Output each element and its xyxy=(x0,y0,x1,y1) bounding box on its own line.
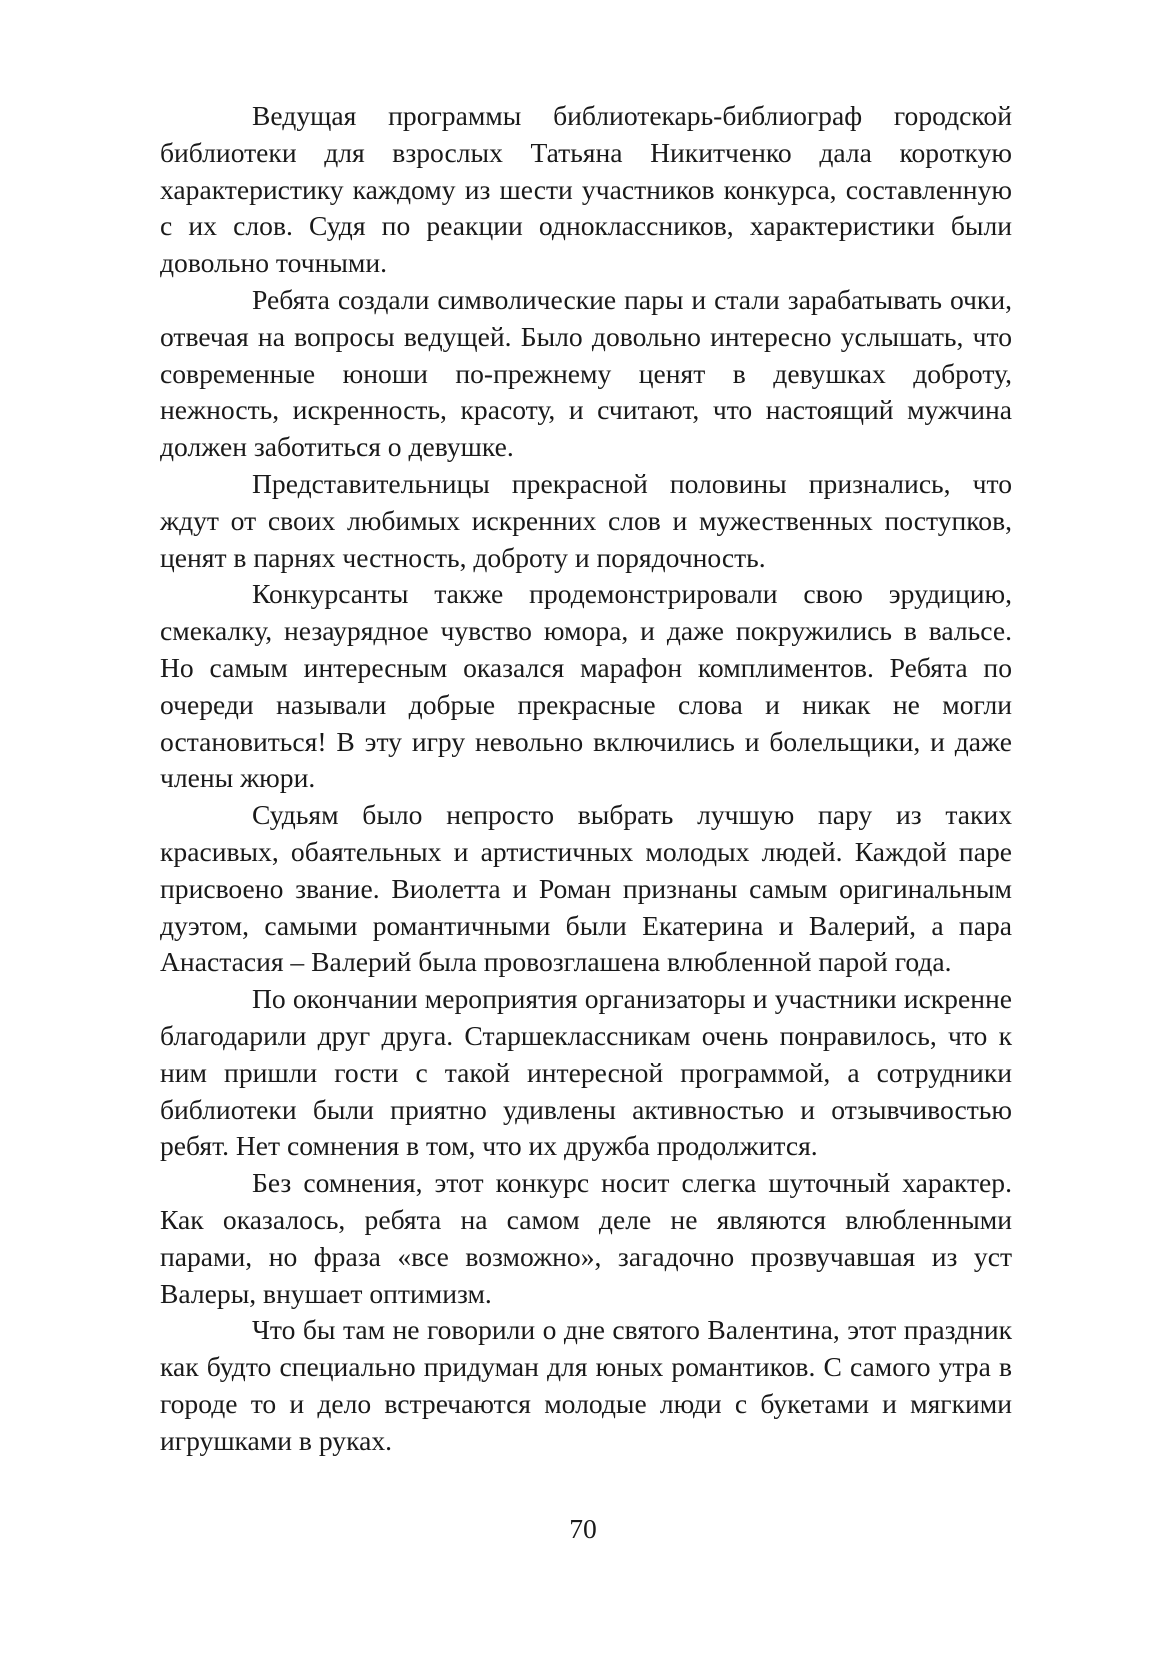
paragraph-5: Судьям было непросто выбрать лучшую пару из таких красивых, обаятельных и артистичных молодых людей. Каждой паре присвоено звание. Виолетта и Роман признаны самым оригинальным дуэтом, самыми романтичными были Екатерина и Валерий, а пара Анастасия – Валерий была провозглашена влюбленной парой года. xyxy=(160,799,1012,978)
page-number: 70 xyxy=(569,1513,597,1544)
paragraph-8: Что бы там не говорили о дне святого Валентина, этот праздник как будто специально придуман для юных романтиков. С самого утра в городе то и дело встречаются молодые люди с букетами и мягкими игрушками в руках. xyxy=(160,1314,1012,1456)
paragraph-1: Ведущая программы библиотекарь-библиограф городской библиотеки для взрослых Татьяна Никитченко дала короткую характеристику каждому из шести участников конкурса, составленную с их слов. Судя по реакции одноклассников, характеристики были довольно точными. xyxy=(160,100,1012,279)
paragraph-3: Представительницы прекрасной половины признались, что ждут от своих любимых искренних слов и мужественных поступков, ценят в парнях честность, доброту и порядочность. xyxy=(160,467,1012,573)
paragraph-7: Без сомнения, этот конкурс носит слегка шуточный характер. Как оказалось, ребята на самом деле не являются влюбленными парами, но фраза «все возможно», загадочно прозвучавшая из уст Валеры, внушает оптимизм. xyxy=(160,1167,1012,1309)
page-body xyxy=(160,98,1012,1459)
paragraph-6: По окончании мероприятия организаторы и участники искренне благодарили друг друга. Старшеклассникам очень понравилось, что к ним пришли гости с такой интересной программой, а сотрудники библиотеки были приятно удивлены активностью и отзывчивостью ребят. Нет сомнения в том, что их дружба продолжится. xyxy=(160,983,1012,1162)
paragraph-4: Конкурсанты также продемонстрировали свою эрудицию, смекалку, незаурядное чувство юмора, и даже покружились в вальсе. Но самым интересным оказался марафон комплиментов. Ребята по очереди называли добрые прекрасные слова и никак не могли остановиться! В эту игру невольно включились и болельщики, и даже члены жюри. xyxy=(160,578,1012,794)
paragraph-2: Ребята создали символические пары и стали зарабатывать очки, отвечая на вопросы ведущей. Было довольно интересно услышать, что современные юноши по-прежнему ценят в девушках доброту, нежность, искренность, красоту, и считают, что настоящий мужчина должен заботиться о девушке. xyxy=(160,283,1012,463)
